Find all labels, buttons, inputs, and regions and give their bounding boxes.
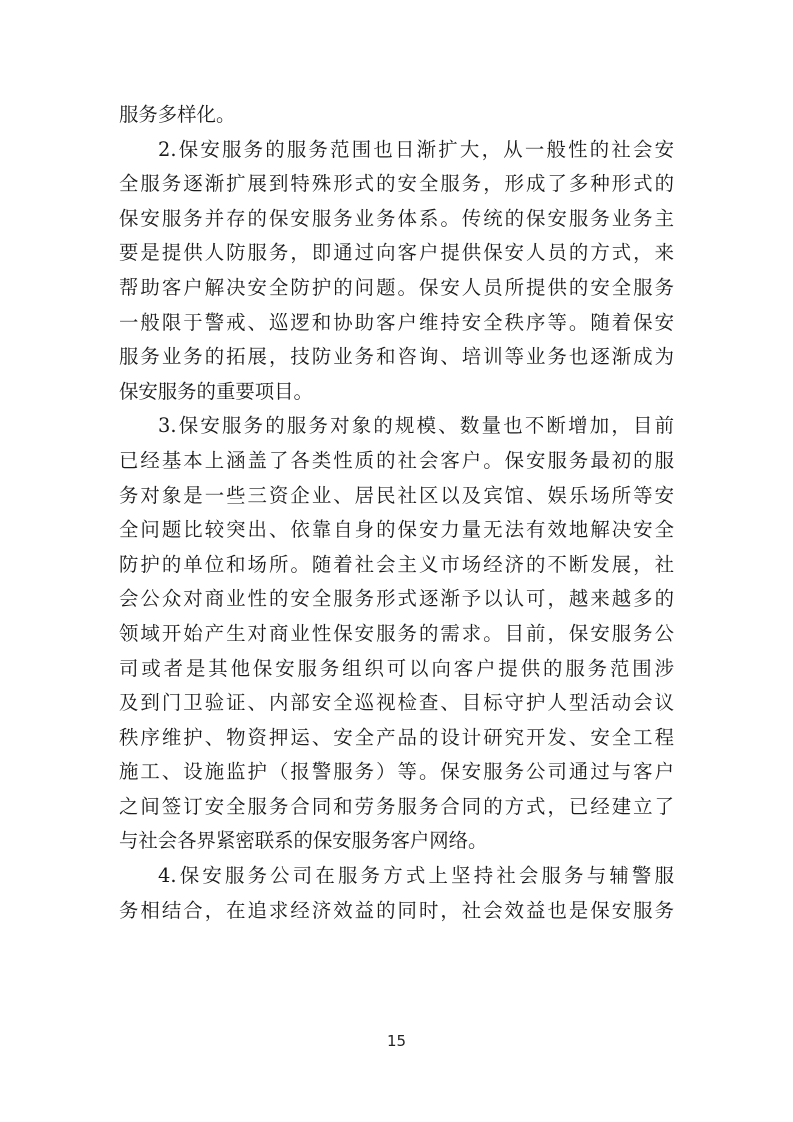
- text-line: 及到门卫验证、内部安全巡视检查、目标守护人型活动会议: [119, 691, 674, 715]
- text-line: 要是提供人防服务，即通过向客户提供保安人员的方式，来: [119, 241, 674, 265]
- text-line: 2.保安服务的服务范围也日渐扩大，从一般性的社会安: [158, 137, 674, 161]
- text-line: 服务业务的拓展，技防业务和咨询、培训等业务也逐渐成为: [119, 345, 674, 369]
- text-line: 全服务逐渐扩展到特殊形式的安全服务，形成了多种形式的: [119, 172, 674, 196]
- text-line: 施工、设施监护（报警服务）等。保安服务公司通过与客户: [119, 760, 674, 784]
- text-line: 司或者是其他保安服务组织可以向客户提供的服务范围涉: [119, 656, 674, 680]
- text-line: 与社会各界紧密联系的保安服务客户网络。: [119, 829, 488, 853]
- text-line: 会公众对商业性的安全服务形式逐渐予以认可，越来越多的: [119, 587, 674, 611]
- text-line: 领域开始产生对商业性保安服务的需求。目前，保安服务公: [119, 621, 674, 645]
- text-line: 服务多样化。: [119, 103, 236, 126]
- text-line: 务相结合，在追求经济效益的同时，社会效益也是保安服务: [119, 898, 674, 922]
- text-line: 3.保安服务的服务对象的规模、数量也不断增加，目前: [158, 414, 674, 438]
- text-line: 4.保安服务公司在服务方式上坚持社会服务与辅警服: [158, 864, 674, 888]
- text-line: 保安服务并存的保安服务业务体系。传统的保安服务业务主: [119, 206, 674, 230]
- text-line: 帮助客户解决安全防护的问题。保安人员所提供的安全服务: [119, 275, 674, 299]
- text-line: 防护的单位和场所。随着社会主义市场经济的不断发展，社: [119, 552, 674, 576]
- text-line: 全问题比较突出、依靠自身的保安力量无法有效地解决安全: [119, 518, 674, 542]
- body-text: [119, 98, 674, 928]
- text-line: 一般限于警戒、巡逻和协助客户维持安全秩序等。随着保安: [119, 310, 674, 334]
- text-line: 秩序维护、物资押运、安全产品的设计研究开发、安全工程: [119, 725, 674, 749]
- text-line: 已经基本上涵盖了各类性质的社会客户。保安服务最初的服: [119, 448, 674, 472]
- text-line: 之间签订安全服务合同和劳务服务合同的方式，已经建立了: [119, 794, 674, 818]
- page-number: 15: [386, 1032, 407, 1050]
- text-line: 务对象是一些三资企业、居民社区以及宾馆、娱乐场所等安: [119, 483, 674, 507]
- text-line: 保安服务的重要项目。: [119, 379, 313, 403]
